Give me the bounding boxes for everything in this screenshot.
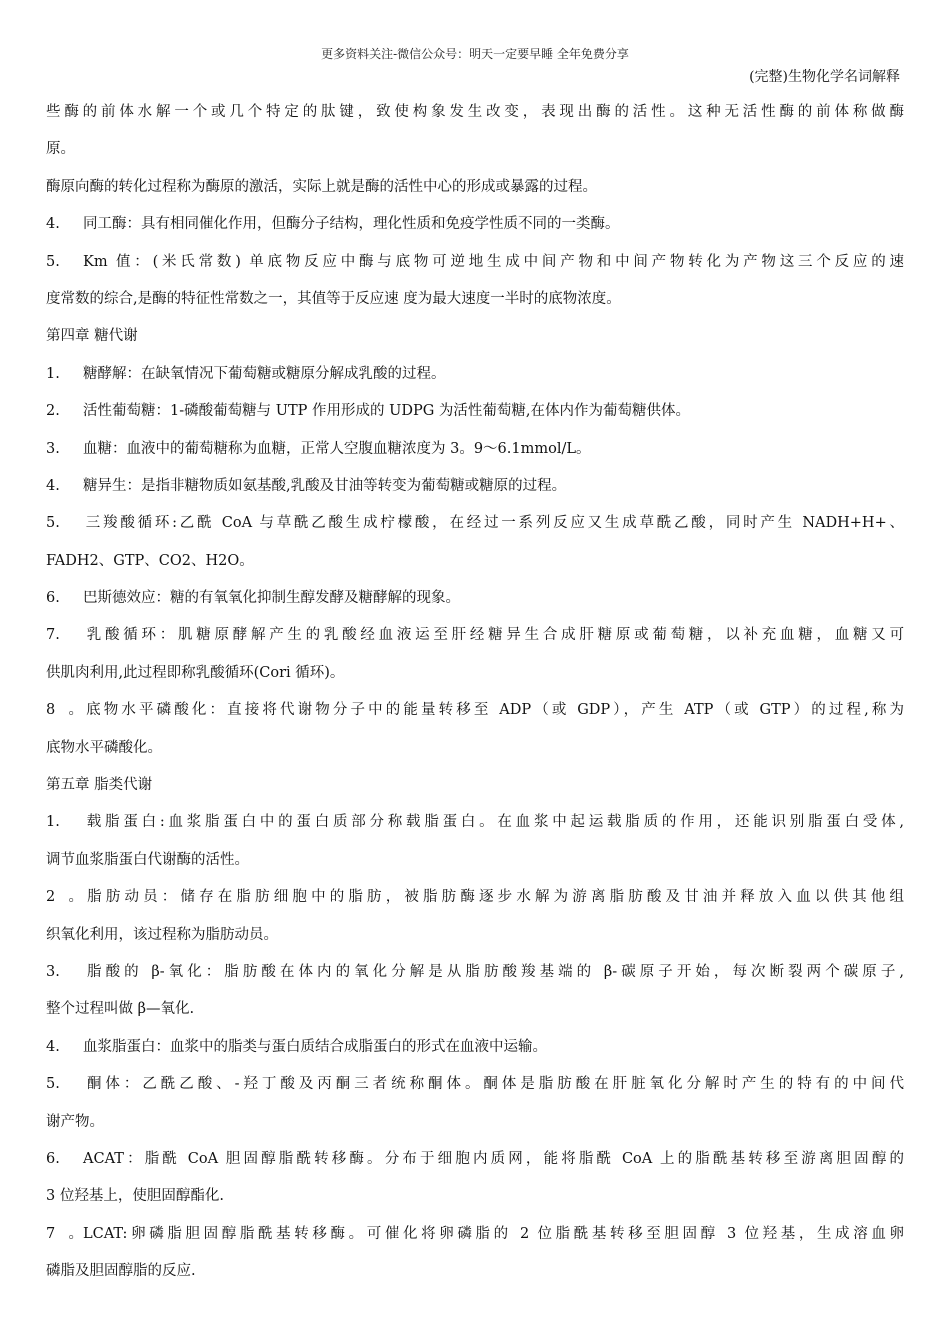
- item-number: 5.: [46, 515, 60, 532]
- text-line: [46, 281, 904, 318]
- text-line: [46, 617, 904, 654]
- item-number: 6.: [46, 1150, 60, 1167]
- item-number: 2。: [46, 889, 83, 906]
- line-text: 调节血浆脂蛋白代谢酶的活性。: [46, 851, 249, 868]
- item-number: 4.: [46, 477, 60, 494]
- text-line: [46, 356, 904, 393]
- line-text: LCAT:卵磷脂胆固醇脂酰基转移酶。可催化将卵磷脂的 2 位脂酰基转移至胆固醇 3 位羟基，生成溶血卵: [83, 1225, 904, 1242]
- item-number: 3.: [46, 963, 60, 980]
- line-text: 乳酸循环：肌糖原酵解产生的乳酸经血液运至肝经糖异生合成肝糖原或葡萄糖，以补充血糖，血糖又可: [83, 627, 904, 644]
- line-text: 第五章 脂类代谢: [46, 777, 153, 794]
- document-body: [46, 94, 904, 1291]
- item-number: 2.: [46, 403, 60, 420]
- line-text: 些酶的前体水解一个或几个特定的肽键，致使构象发生改变，表现出酶的活性。这种无活性酶的前体称做酶: [46, 104, 904, 120]
- text-line: [46, 730, 904, 767]
- text-line: [46, 879, 904, 916]
- line-text: 血浆脂蛋白：血浆中的脂类与蛋白质结合成脂蛋白的形式在血液中运输。: [83, 1038, 547, 1055]
- item-number: 5.: [46, 253, 60, 270]
- line-text: 糖异生：是指非糖物质如氨基酸,乳酸及甘油等转变为葡萄糖或糖原的过程。: [83, 477, 567, 494]
- item-number: 1.: [46, 814, 60, 831]
- item-number: 5.: [46, 1076, 60, 1093]
- line-text: 原。: [46, 141, 75, 158]
- text-line: [46, 468, 904, 505]
- line-text: 脂酸的 β-氧化：脂肪酸在体内的氧化分解是从脂肪酸羧基端的 β-碳原子开始，每次断裂两个碳原子,: [83, 963, 904, 980]
- text-line: [46, 431, 904, 468]
- text-line: [46, 1178, 904, 1215]
- item-number: 1.: [46, 365, 60, 382]
- text-line: [46, 244, 904, 281]
- item-number: 7.: [46, 627, 60, 644]
- item-number: 7。: [46, 1225, 83, 1242]
- text-line: [46, 1066, 904, 1103]
- item-number: 4.: [46, 216, 60, 233]
- text-line: [46, 917, 904, 954]
- text-line: [46, 1253, 904, 1290]
- text-line: [46, 169, 904, 206]
- line-text: 3 位羟基上，使胆固醇酯化.: [46, 1188, 224, 1205]
- line-text: 酶原向酶的转化过程称为酶原的激活，实际上就是酶的活性中心的形成或暴露的过程。: [46, 178, 597, 195]
- line-text: Km 值：(米氏常数) 单底物反应中酶与底物可逆地生成中间产物和中间产物转化为产物这三个反应的速: [83, 253, 904, 270]
- text-line: [46, 692, 904, 729]
- line-text: FADH2、GTP、CO2、H2O。: [46, 552, 254, 569]
- text-line: [46, 1029, 904, 1066]
- text-line: [46, 505, 904, 542]
- line-text: 谢产物。: [46, 1113, 104, 1130]
- line-text: 巴斯德效应：糖的有氧氧化抑制生醇发酵及糖酵解的现象。: [83, 590, 460, 607]
- text-line: [46, 954, 904, 991]
- item-number: 3.: [46, 440, 60, 457]
- line-text: 糖酵解：在缺氧情况下葡萄糖或糖原分解成乳酸的过程。: [83, 365, 446, 382]
- line-text: 磷脂及胆固醇脂的反应.: [46, 1263, 196, 1280]
- text-line: [46, 94, 904, 131]
- line-text: ACAT：脂酰 CoA 胆固醇脂酰转移酶。分布于细胞内质网，能将脂酰 CoA 上的脂酰基转移至游离胆固醇的: [83, 1150, 904, 1167]
- text-line: [46, 804, 904, 841]
- line-text: 活性葡萄糖：1-磷酸葡萄糖与 UTP 作用形成的 UDPG 为活性葡萄糖,在体内作为葡萄糖供体。: [83, 403, 691, 420]
- top-banner: 更多资料关注-微信公众号：明天一定要早睡 全年免费分享: [321, 47, 629, 61]
- line-text: 三羧酸循环:乙酰 CoA 与草酰乙酸生成柠檬酸，在经过一系列反应又生成草酰乙酸，同时产生 NADH+H+、: [83, 515, 904, 532]
- line-text: 血糖：血液中的葡萄糖称为血糖，正常人空腹血糖浓度为 3。9～6.1mmol/L。: [83, 440, 591, 457]
- text-line: [46, 655, 904, 692]
- text-line: [46, 131, 904, 168]
- document-title: (完整)生物化学名词解释: [749, 69, 900, 85]
- line-text: 脂肪动员：储存在脂肪细胞中的脂肪，被脂肪酶逐步水解为游离脂肪酸及甘油并释放入血以供其他组: [83, 889, 904, 906]
- line-text: 酮体：乙酰乙酸、-羟丁酸及丙酮三者统称酮体。酮体是脂肪酸在肝脏氧化分解时产生的特有的中间代: [83, 1076, 904, 1093]
- line-text: 载脂蛋白:血浆脂蛋白中的蛋白质部分称载脂蛋白。在血浆中起运载脂质的作用，还能识别脂蛋白受体,: [83, 814, 904, 831]
- text-line: [46, 580, 904, 617]
- line-text: 同工酶：具有相同催化作用，但酶分子结构，理化性质和免疫学性质不同的一类酶。: [83, 216, 620, 233]
- item-number: 8。: [46, 702, 83, 719]
- line-text: 织氧化利用，该过程称为脂肪动员。: [46, 926, 278, 943]
- line-text: 第四章 糖代谢: [46, 328, 138, 345]
- line-text: 供肌肉利用,此过程即称乳酸循环(Cori 循环)。: [46, 664, 345, 681]
- item-number: 4.: [46, 1038, 60, 1055]
- line-text: 底物水平磷酸化。: [46, 739, 162, 756]
- text-line: [46, 1104, 904, 1141]
- text-line: [46, 767, 904, 804]
- text-line: [46, 318, 904, 355]
- text-line: [46, 1216, 904, 1253]
- line-text: 底物水平磷酸化：直接将代谢物分子中的能量转移至 ADP（或 GDP），产生 ATP（或 GTP）的过程,称为: [83, 702, 904, 719]
- text-line: [46, 842, 904, 879]
- line-text: 整个过程叫做 β—氧化.: [46, 1001, 195, 1018]
- text-line: [46, 543, 904, 580]
- line-text: 度常数的综合,是酶的特征性常数之一，其值等于反应速 度为最大速度一半时的底物浓度。: [46, 290, 621, 307]
- text-line: [46, 991, 904, 1028]
- text-line: [46, 393, 904, 430]
- text-line: [46, 206, 904, 243]
- item-number: 6.: [46, 590, 60, 607]
- text-line: [46, 1141, 904, 1178]
